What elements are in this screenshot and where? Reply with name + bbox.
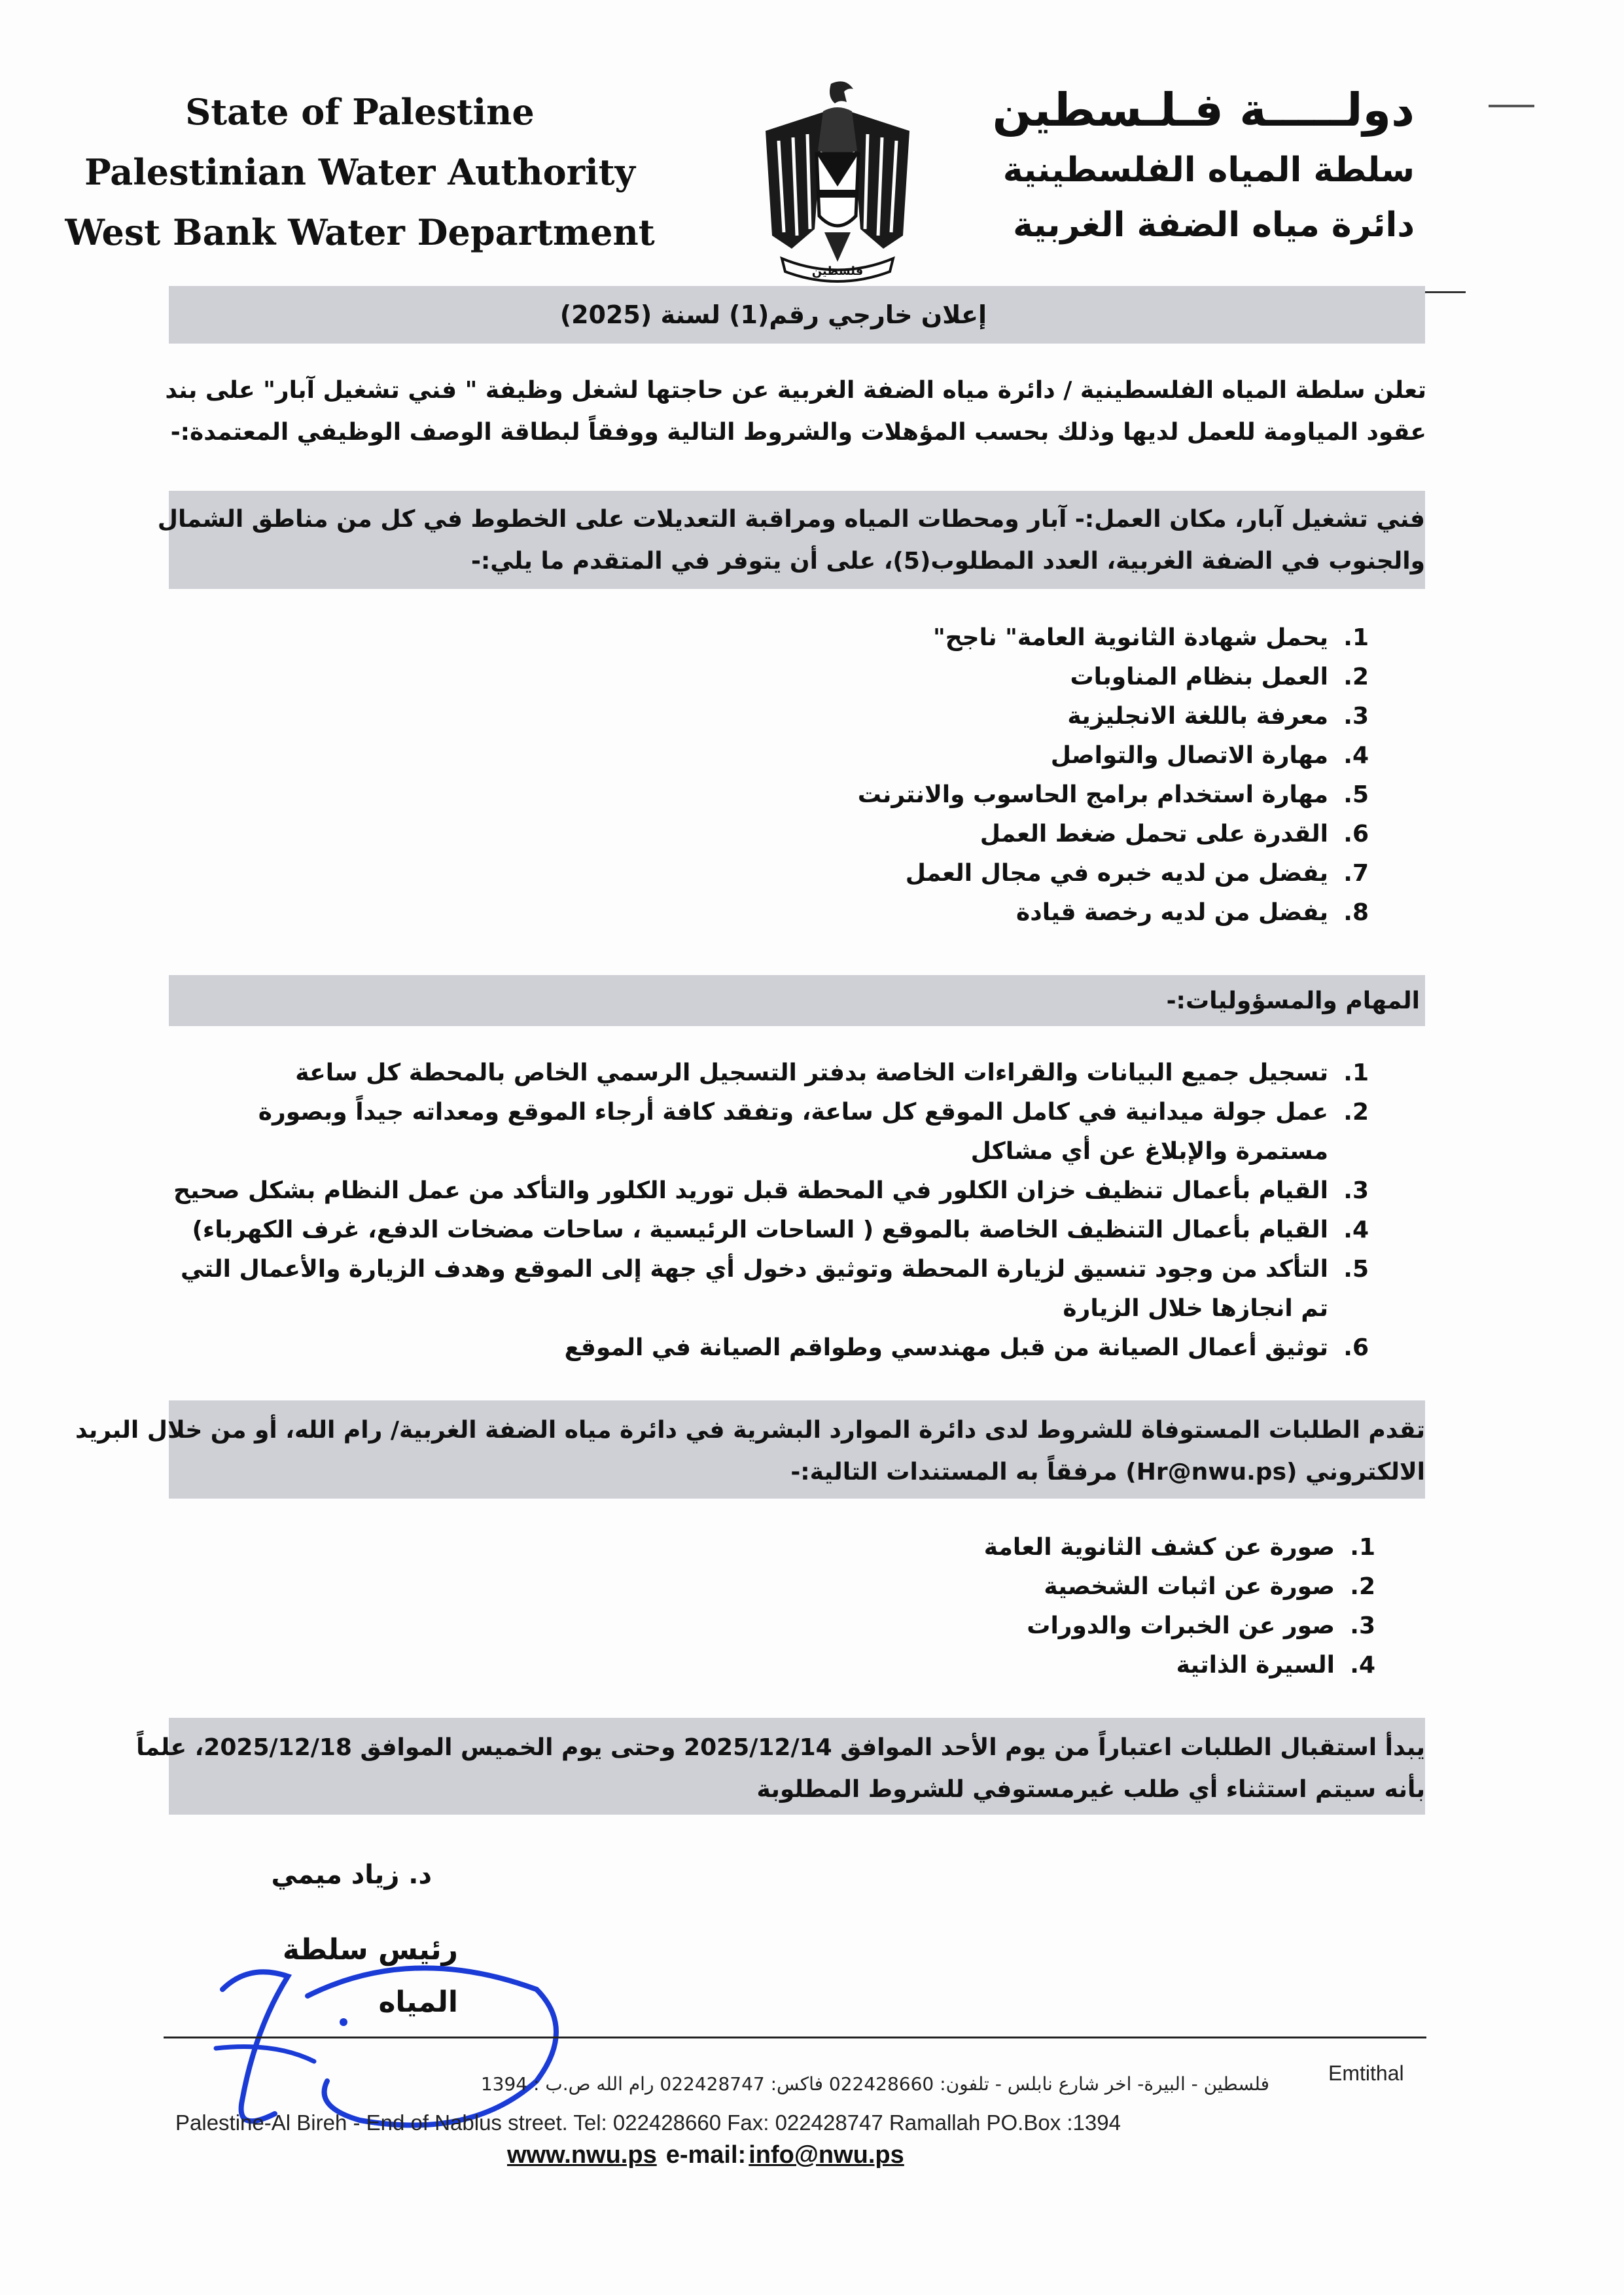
footer-contacts (507, 2141, 904, 2169)
list-item: 6. القدرة على تحمل ضغط العمل (980, 821, 1369, 847)
job-line-1: فني تشغيل آبار، مكان العمل:- آبار ومحطات المياه ومراقبة التعديلات على الخطوط في كل من مناطق الشمال (157, 506, 1425, 533)
tasks-heading: المهام والمسؤوليات:- (1166, 987, 1420, 1014)
list-item: 7. يفضل من لديه خبره في مجال العمل (905, 860, 1369, 887)
signature-role: رئيس سلطة المياه (282, 1933, 458, 2019)
tasks-heading-band (169, 975, 1425, 1026)
intro-line-1: تعلن سلطة المياه الفلسطينية / دائرة مياه الضفة الغربية عن حاجتها لشغل وظيفة " فني تشغيل آبار" على بند (165, 377, 1426, 404)
header-en-line-2: Palestinian Water Authority (84, 151, 635, 193)
announcement-title-band (169, 286, 1425, 344)
list-item: 6. توثيق أعمال الصيانة من قبل مهندسي وطواقم الصيانة في الموقع (564, 1334, 1369, 1361)
footer-rule (164, 2037, 1426, 2038)
corner-mark (1489, 105, 1534, 107)
email-label: e-mail: (665, 2141, 747, 2169)
list-item: 1. تسجيل جميع البيانات والقراءات الخاصة بدفتر التسجيل الرسمي الخاص بالمحطة كل ساعة (295, 1059, 1369, 1086)
signature-name: د. زياد ميمي (271, 1860, 432, 1890)
header-en-line-3: West Bank Water Department (65, 211, 655, 253)
list-item: 3. صور عن الخبرات والدورات (1027, 1612, 1375, 1639)
apply-line-1: تقدم الطلبات المستوفاة للشروط لدى دائرة الموارد البشرية في دائرة مياه الضفة الغربية/ رام الله، أو من خلال البريد (75, 1417, 1425, 1444)
list-item: 5. التأكد من وجود تنسيق لزيارة المحطة وتوثيق دخول أي جهة إلى الموقع وهدف الزيارة والأعمال التي تم انجازها خلال الزيارة (180, 1256, 1369, 1322)
website-link[interactable]: www.nwu.ps (507, 2141, 657, 2169)
job-description-band (157, 491, 1425, 589)
list-item: 3. القيام بأعمال تنظيف خزان الكلور في المحطة قبل توريد الكلور والتأكد من عمل النظام بشكل صحيح (173, 1177, 1369, 1204)
svg-text:فلسطين: فلسطين (811, 264, 864, 278)
tasks-list (165, 1054, 1369, 1368)
requirements-list (584, 618, 1369, 933)
header-ar-line-2: سلطة المياه الفلسطينية (1002, 151, 1415, 190)
announcement-title: إعلان خارجي رقم(1) لسنة (2025) (559, 300, 987, 329)
list-item: 8. يفضل من لديه رخصة قيادة (1016, 899, 1369, 926)
job-line-2: والجنوب في الضفة الغربية، العدد المطلوب(5)، على أن يتوفر في المتقدم ما يلي:- (470, 548, 1425, 575)
list-item: 3. معرفة باللغة الانجليزية (1067, 703, 1369, 730)
header-en-line-1: State of Palestine (185, 91, 535, 133)
header-ar-line-1: دولـــــة فـلـسطين (992, 83, 1415, 137)
list-item: 2. العمل بنظام المناوبات (1070, 664, 1369, 690)
email-link[interactable]: info@nwu.ps (749, 2141, 904, 2169)
header-rule-short (1425, 291, 1466, 293)
dates-band (136, 1718, 1425, 1815)
eagle-emblem-icon (752, 72, 923, 288)
intro-paragraph (165, 370, 1426, 454)
dates-line-1: يبدأ استقبال الطلبات اعتباراً من يوم الأحد الموافق 2025/12/14 وحتى يوم الخميس الموافق 2025/12/18، علماً (136, 1734, 1425, 1761)
header-en (59, 82, 661, 262)
header-ar (944, 77, 1415, 253)
list-item: 1. صورة عن كشف الثانوية العامة (983, 1534, 1375, 1561)
list-item: 5. مهارة استخدام برامج الحاسوب والانترنت (857, 781, 1369, 808)
apply-line-2: الالكتروني (Hr@nwu.ps) مرفقاً به المستندات التالية:- (790, 1459, 1425, 1486)
list-item: 4. مهارة الاتصال والتواصل (1050, 742, 1369, 769)
list-item: 4. السيرة الذاتية (1176, 1652, 1375, 1679)
footer-address-ar: فلسطين - البيرة- اخر شارع نابلس - تلفون: 022428660 فاكس: 022428747 رام الله ص.ب : 1394 (480, 2073, 1269, 2095)
documents-list (721, 1528, 1375, 1685)
footer-address-en: Palestine-Al Bireh - End of Nablus street. Tel: 022428660 Fax: 022428747 Ramallah PO.Box :1394 (175, 2110, 1121, 2135)
list-item: 4. القيام بأعمال التنظيف الخاصة بالموقع ( الساحات الرئيسية ، ساحات مضخات الدفع، غرف الكهرباء) (192, 1217, 1369, 1243)
list-item: 2. صورة عن اثبات الشخصية (1044, 1573, 1375, 1600)
dates-line-2: بأنه سيتم استثناء أي طلب غيرمستوفي للشروط المطلوبة (756, 1776, 1425, 1803)
intro-line-2: عقود المياومة للعمل لديها وذلك بحسب المؤهلات والشروط التالية ووفقاً لبطاقة الوصف الوظيفي المعتمدة:- (170, 419, 1426, 446)
list-item: 2. عمل جولة ميدانية في كامل الموقع كل ساعة، وتفقد كافة أرجاء الموقع ومعداته جيداً وبصورة مستمرة والإبلاغ عن أي مشاكل (258, 1099, 1369, 1165)
list-item: 1. يحمل شهادة الثانوية العامة" ناجح" (932, 624, 1369, 651)
footer-initials: Emtithal (1328, 2061, 1404, 2085)
application-band (75, 1400, 1425, 1499)
header-ar-line-3: دائرة مياه الضفة الغربية (1013, 205, 1415, 245)
